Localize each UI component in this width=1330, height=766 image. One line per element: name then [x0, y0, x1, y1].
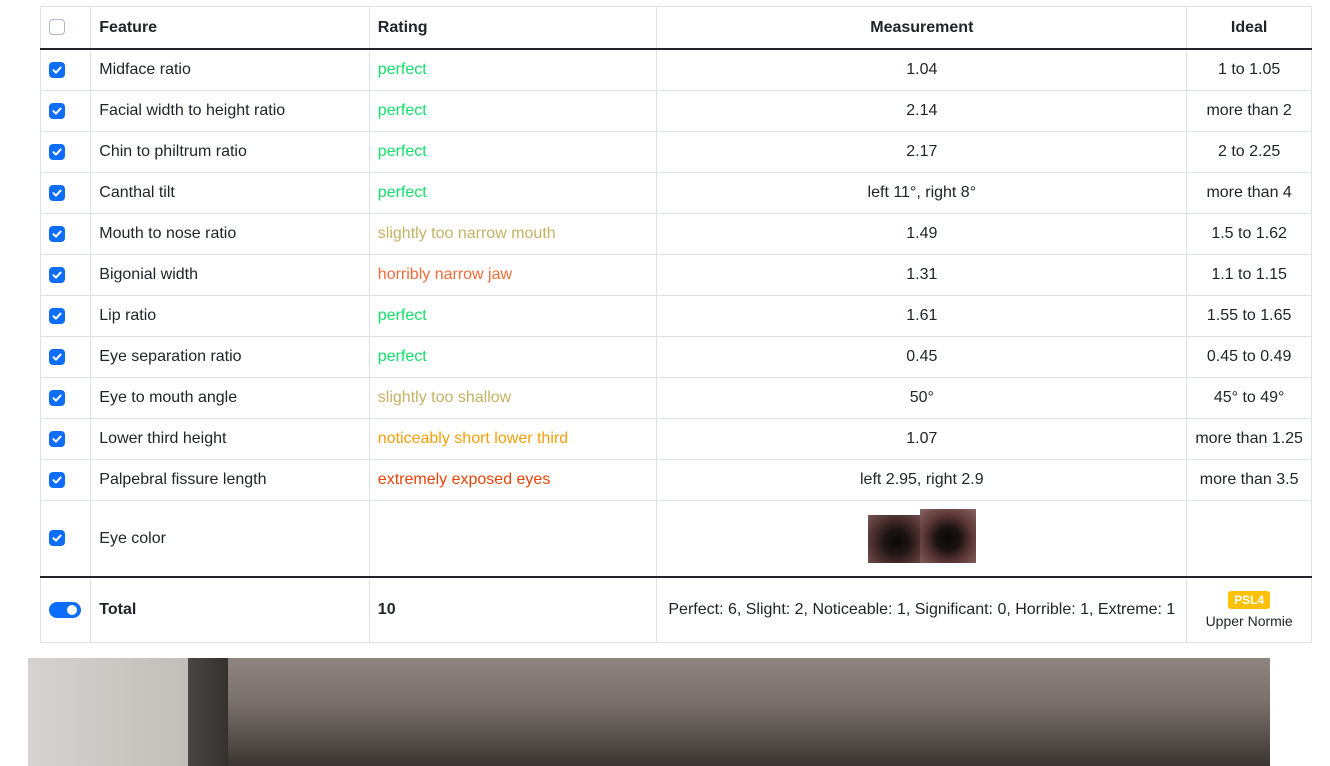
- rating-cell: perfect: [369, 337, 657, 378]
- total-row: [41, 577, 1312, 643]
- rating-summary: Perfect: 6, Slight: 2, Noticeable: 1, Significant: 0, Horrible: 1, Extreme: 1: [657, 577, 1187, 643]
- feature-analysis-table-wrapper: [40, 6, 1312, 643]
- measurement-cell: 0.45: [657, 337, 1187, 378]
- header-ideal[interactable]: Ideal: [1187, 7, 1312, 50]
- ideal-cell: 1.1 to 1.15: [1187, 255, 1312, 296]
- row-checkbox[interactable]: [49, 267, 65, 283]
- table-row: [41, 173, 1312, 214]
- feature-cell: Bigonial width: [91, 255, 370, 296]
- row-checkbox[interactable]: [49, 349, 65, 365]
- row-checkbox-cell: [41, 501, 91, 578]
- rating-cell: noticeably short lower third: [369, 419, 657, 460]
- feature-cell: Palpebral fissure length: [91, 460, 370, 501]
- measurement-cell: [657, 501, 1187, 578]
- row-checkbox-cell: [41, 173, 91, 214]
- row-checkbox-cell: [41, 91, 91, 132]
- feature-cell: Facial width to height ratio: [91, 91, 370, 132]
- feature-cell: Eye color: [91, 501, 370, 578]
- feature-cell: Lower third height: [91, 419, 370, 460]
- measurement-cell: left 11°, right 8°: [657, 173, 1187, 214]
- ideal-cell: more than 4: [1187, 173, 1312, 214]
- feature-analysis-table: [40, 6, 1312, 643]
- row-checkbox[interactable]: [49, 390, 65, 406]
- table-row: [41, 337, 1312, 378]
- feature-cell: Midface ratio: [91, 49, 370, 91]
- rating-cell: perfect: [369, 296, 657, 337]
- table-row: [41, 419, 1312, 460]
- right-eye-image: [920, 509, 976, 563]
- row-checkbox-cell: [41, 419, 91, 460]
- rating-cell: extremely exposed eyes: [369, 460, 657, 501]
- measurement-cell: 2.14: [657, 91, 1187, 132]
- feature-cell: Eye separation ratio: [91, 337, 370, 378]
- table-header-row: [41, 7, 1312, 50]
- ideal-cell: 1.5 to 1.62: [1187, 214, 1312, 255]
- eye-color-swatch: [868, 515, 976, 563]
- feature-cell: Canthal tilt: [91, 173, 370, 214]
- row-checkbox-cell: [41, 214, 91, 255]
- psl-tier-label: Upper Normie: [1205, 613, 1293, 629]
- ideal-cell: 45° to 49°: [1187, 378, 1312, 419]
- row-checkbox[interactable]: [49, 185, 65, 201]
- rating-cell: perfect: [369, 132, 657, 173]
- table-row: [41, 460, 1312, 501]
- rating-cell: perfect: [369, 91, 657, 132]
- table-row: [41, 91, 1312, 132]
- row-checkbox-cell: [41, 49, 91, 91]
- select-all-checkbox[interactable]: [49, 19, 65, 35]
- ideal-cell: 1 to 1.05: [1187, 49, 1312, 91]
- table-row: [41, 501, 1312, 578]
- total-toggle-switch[interactable]: [49, 602, 81, 618]
- row-checkbox[interactable]: [49, 308, 65, 324]
- total-label: Total: [91, 577, 370, 643]
- measurement-cell: 1.04: [657, 49, 1187, 91]
- ideal-cell: more than 3.5: [1187, 460, 1312, 501]
- table-row: [41, 255, 1312, 296]
- ideal-cell: [1187, 501, 1312, 578]
- table-row: [41, 214, 1312, 255]
- measurement-cell: 1.31: [657, 255, 1187, 296]
- rating-cell: horribly narrow jaw: [369, 255, 657, 296]
- row-checkbox[interactable]: [49, 472, 65, 488]
- table-header: [41, 7, 1312, 50]
- table-body: [41, 49, 1312, 577]
- row-checkbox-cell: [41, 296, 91, 337]
- ideal-cell: more than 2: [1187, 91, 1312, 132]
- feature-cell: Chin to philtrum ratio: [91, 132, 370, 173]
- row-checkbox-cell: [41, 460, 91, 501]
- measurement-cell: 1.07: [657, 419, 1187, 460]
- row-checkbox[interactable]: [49, 144, 65, 160]
- rating-cell: slightly too narrow mouth: [369, 214, 657, 255]
- header-measurement[interactable]: Measurement: [657, 7, 1187, 50]
- total-toggle-cell: [41, 577, 91, 643]
- psl-cell: [1187, 577, 1312, 643]
- face-photo: [28, 658, 1270, 766]
- total-score: 10: [369, 577, 657, 643]
- measurement-cell: 1.61: [657, 296, 1187, 337]
- table-footer: [41, 577, 1312, 643]
- rating-cell: [369, 501, 657, 578]
- psl-badge: PSL4: [1228, 591, 1270, 609]
- ideal-cell: 1.55 to 1.65: [1187, 296, 1312, 337]
- table-row: [41, 132, 1312, 173]
- row-checkbox-cell: [41, 378, 91, 419]
- row-checkbox[interactable]: [49, 62, 65, 78]
- measurement-cell: 1.49: [657, 214, 1187, 255]
- row-checkbox-cell: [41, 337, 91, 378]
- row-checkbox-cell: [41, 132, 91, 173]
- table-row: [41, 296, 1312, 337]
- ideal-cell: 0.45 to 0.49: [1187, 337, 1312, 378]
- table-row: [41, 49, 1312, 91]
- header-rating[interactable]: Rating: [369, 7, 657, 50]
- feature-cell: Lip ratio: [91, 296, 370, 337]
- header-feature[interactable]: Feature: [91, 7, 370, 50]
- measurement-cell: 50°: [657, 378, 1187, 419]
- row-checkbox[interactable]: [49, 530, 65, 546]
- row-checkbox-cell: [41, 255, 91, 296]
- ideal-cell: 2 to 2.25: [1187, 132, 1312, 173]
- table-row: [41, 378, 1312, 419]
- toggle-knob: [67, 605, 77, 615]
- left-eye-image: [868, 515, 920, 563]
- row-checkbox[interactable]: [49, 431, 65, 447]
- row-checkbox[interactable]: [49, 103, 65, 119]
- row-checkbox[interactable]: [49, 226, 65, 242]
- rating-cell: slightly too shallow: [369, 378, 657, 419]
- photo-wall-region: [28, 658, 188, 766]
- select-all-cell: [41, 7, 91, 50]
- measurement-cell: 2.17: [657, 132, 1187, 173]
- rating-cell: perfect: [369, 173, 657, 214]
- rating-cell: perfect: [369, 49, 657, 91]
- measurement-cell: left 2.95, right 2.9: [657, 460, 1187, 501]
- ideal-cell: more than 1.25: [1187, 419, 1312, 460]
- feature-cell: Eye to mouth angle: [91, 378, 370, 419]
- feature-cell: Mouth to nose ratio: [91, 214, 370, 255]
- photo-background-region: [228, 658, 1270, 766]
